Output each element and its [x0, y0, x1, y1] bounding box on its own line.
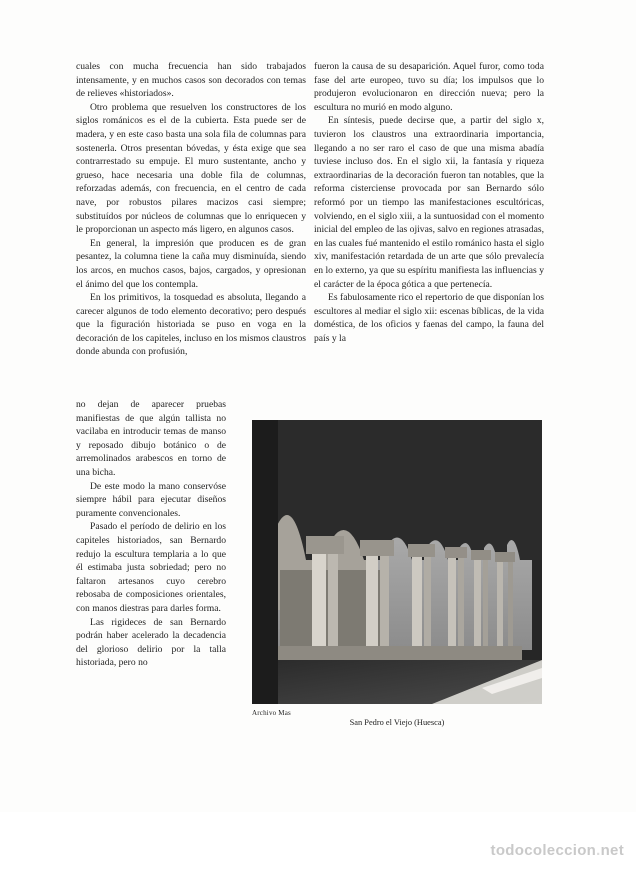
paragraph: Pasado el período de delirio en los capiteles historiados, san Bernardo redujo la escultura templaria a lo que él estimaba justa sobriedad; pero no faltaron artesanos cuyo cerebro rebosaba de composiciones orientales, con manos diestras para darles forma. — [76, 521, 226, 614]
left-column — [76, 60, 306, 359]
paragraph: Las rigideces de san Bernardo podrán haber acelerado la decadencia del glorioso delirio por la talla historiada, pero no — [76, 616, 226, 669]
paragraph: Es fabulosamente rico el repertorio de que disponían los escultores al mediar el siglo xii: escenas bíblicas, de la vida doméstica, de los oficios y faenas del campo, la fauna del país y la — [314, 292, 544, 344]
paragraph: Otro problema que resuelven los constructores de los siglos románicos es el de la cubierta. Esta puede ser de madera, y en este caso basta una sola fila de columnas para sostenerla. Otros presentan bóvedas, y ésta exige que sea contrarrestado su empuje. El muro sustentante, ancho y grueso, hace necesaria una doble fila de columnas, reforzadas además, con frecuencia, en el centro de cada nave, por robustos pilares macizos casi siempre; substituídos por núcleos de columnas que lo enriquecen y le proporcionan un aspecto más ligero, en algunos casos. — [76, 101, 306, 236]
paragraph: En general, la impresión que producen es de gran pesantez, la columna tiene la caña muy disminuída, siendo los arcos, en muchos casos, bajos, cargados, y opresionan el ánimo del que los contempla. — [76, 237, 306, 290]
watermark-suffix: net — [600, 842, 624, 859]
photo-caption: San Pedro el Viejo (Huesca) — [349, 718, 445, 727]
watermark-separator: . — [596, 842, 601, 859]
paragraph: De este modo la mano conservóse siempre hábil para ejecutar diseños puramente convencionales. — [76, 480, 226, 519]
watermark-brand: todocoleccion — [490, 842, 597, 859]
watermark — [491, 842, 624, 859]
cloister-photo — [252, 420, 542, 704]
right-column — [314, 60, 544, 345]
paragraph: cuales con mucha frecuencia han sido trabajados intensamente, y en muchos casos son decorados con temas de relieves «historiados». — [76, 61, 306, 100]
paragraph: En los primitivos, la tosquedad es absoluta, llegando a carecer algunos de todo elemento decorativo; pero después que la figuración historiada se puso en voga en la decoración de los capiteles, incluso en los mismos claustros donde abunda con profusión, — [76, 292, 306, 358]
left-narrow-column — [76, 398, 226, 670]
paragraph: En síntesis, puede decirse que, a partir del siglo x, tuvieron los claustros una extraordinaria importancia, llegando a no ser raro el caso de que una misma abadía tuviese incluso dos. En el siglo xii, la fantasía y riqueza extraordinarias de la decoración fueron tan notables, que la reforma cisterciense provocada por san Bernardo sólo reformó por un tiempo las manifestaciones escultóricas, volviendo, en el siglo xiii, a la suntuosidad con el momento inicial del empleo de las ojivas, salvo en regiones atrasadas, en las cuales fué mantenido el estilo románico hasta el siglo xiv, manifestación retardada de un arte que sólo prevalecía en lo externo, ya que su espíritu manifiesta las influencias y el carácter de la época gótica a que pertenecía. — [314, 115, 544, 290]
paragraph: fueron la causa de su desaparición. Aquel furor, como toda fase del arte europeo, tuvo su día; los impulsos que lo produjeron evolucionaron en dirección nueva; pero la escultura no murió en modo alguno. — [314, 61, 544, 113]
paragraph: no dejan de aparecer pruebas manifiestas de que algún tallista no vacilaba en introducir temas de manso y reposado dibujo botánico o de arremolinados arabescos en torno de una bicha. — [76, 399, 226, 478]
cloister-photo-image — [252, 420, 542, 704]
photo-credit: Archivo Mas — [252, 709, 291, 717]
